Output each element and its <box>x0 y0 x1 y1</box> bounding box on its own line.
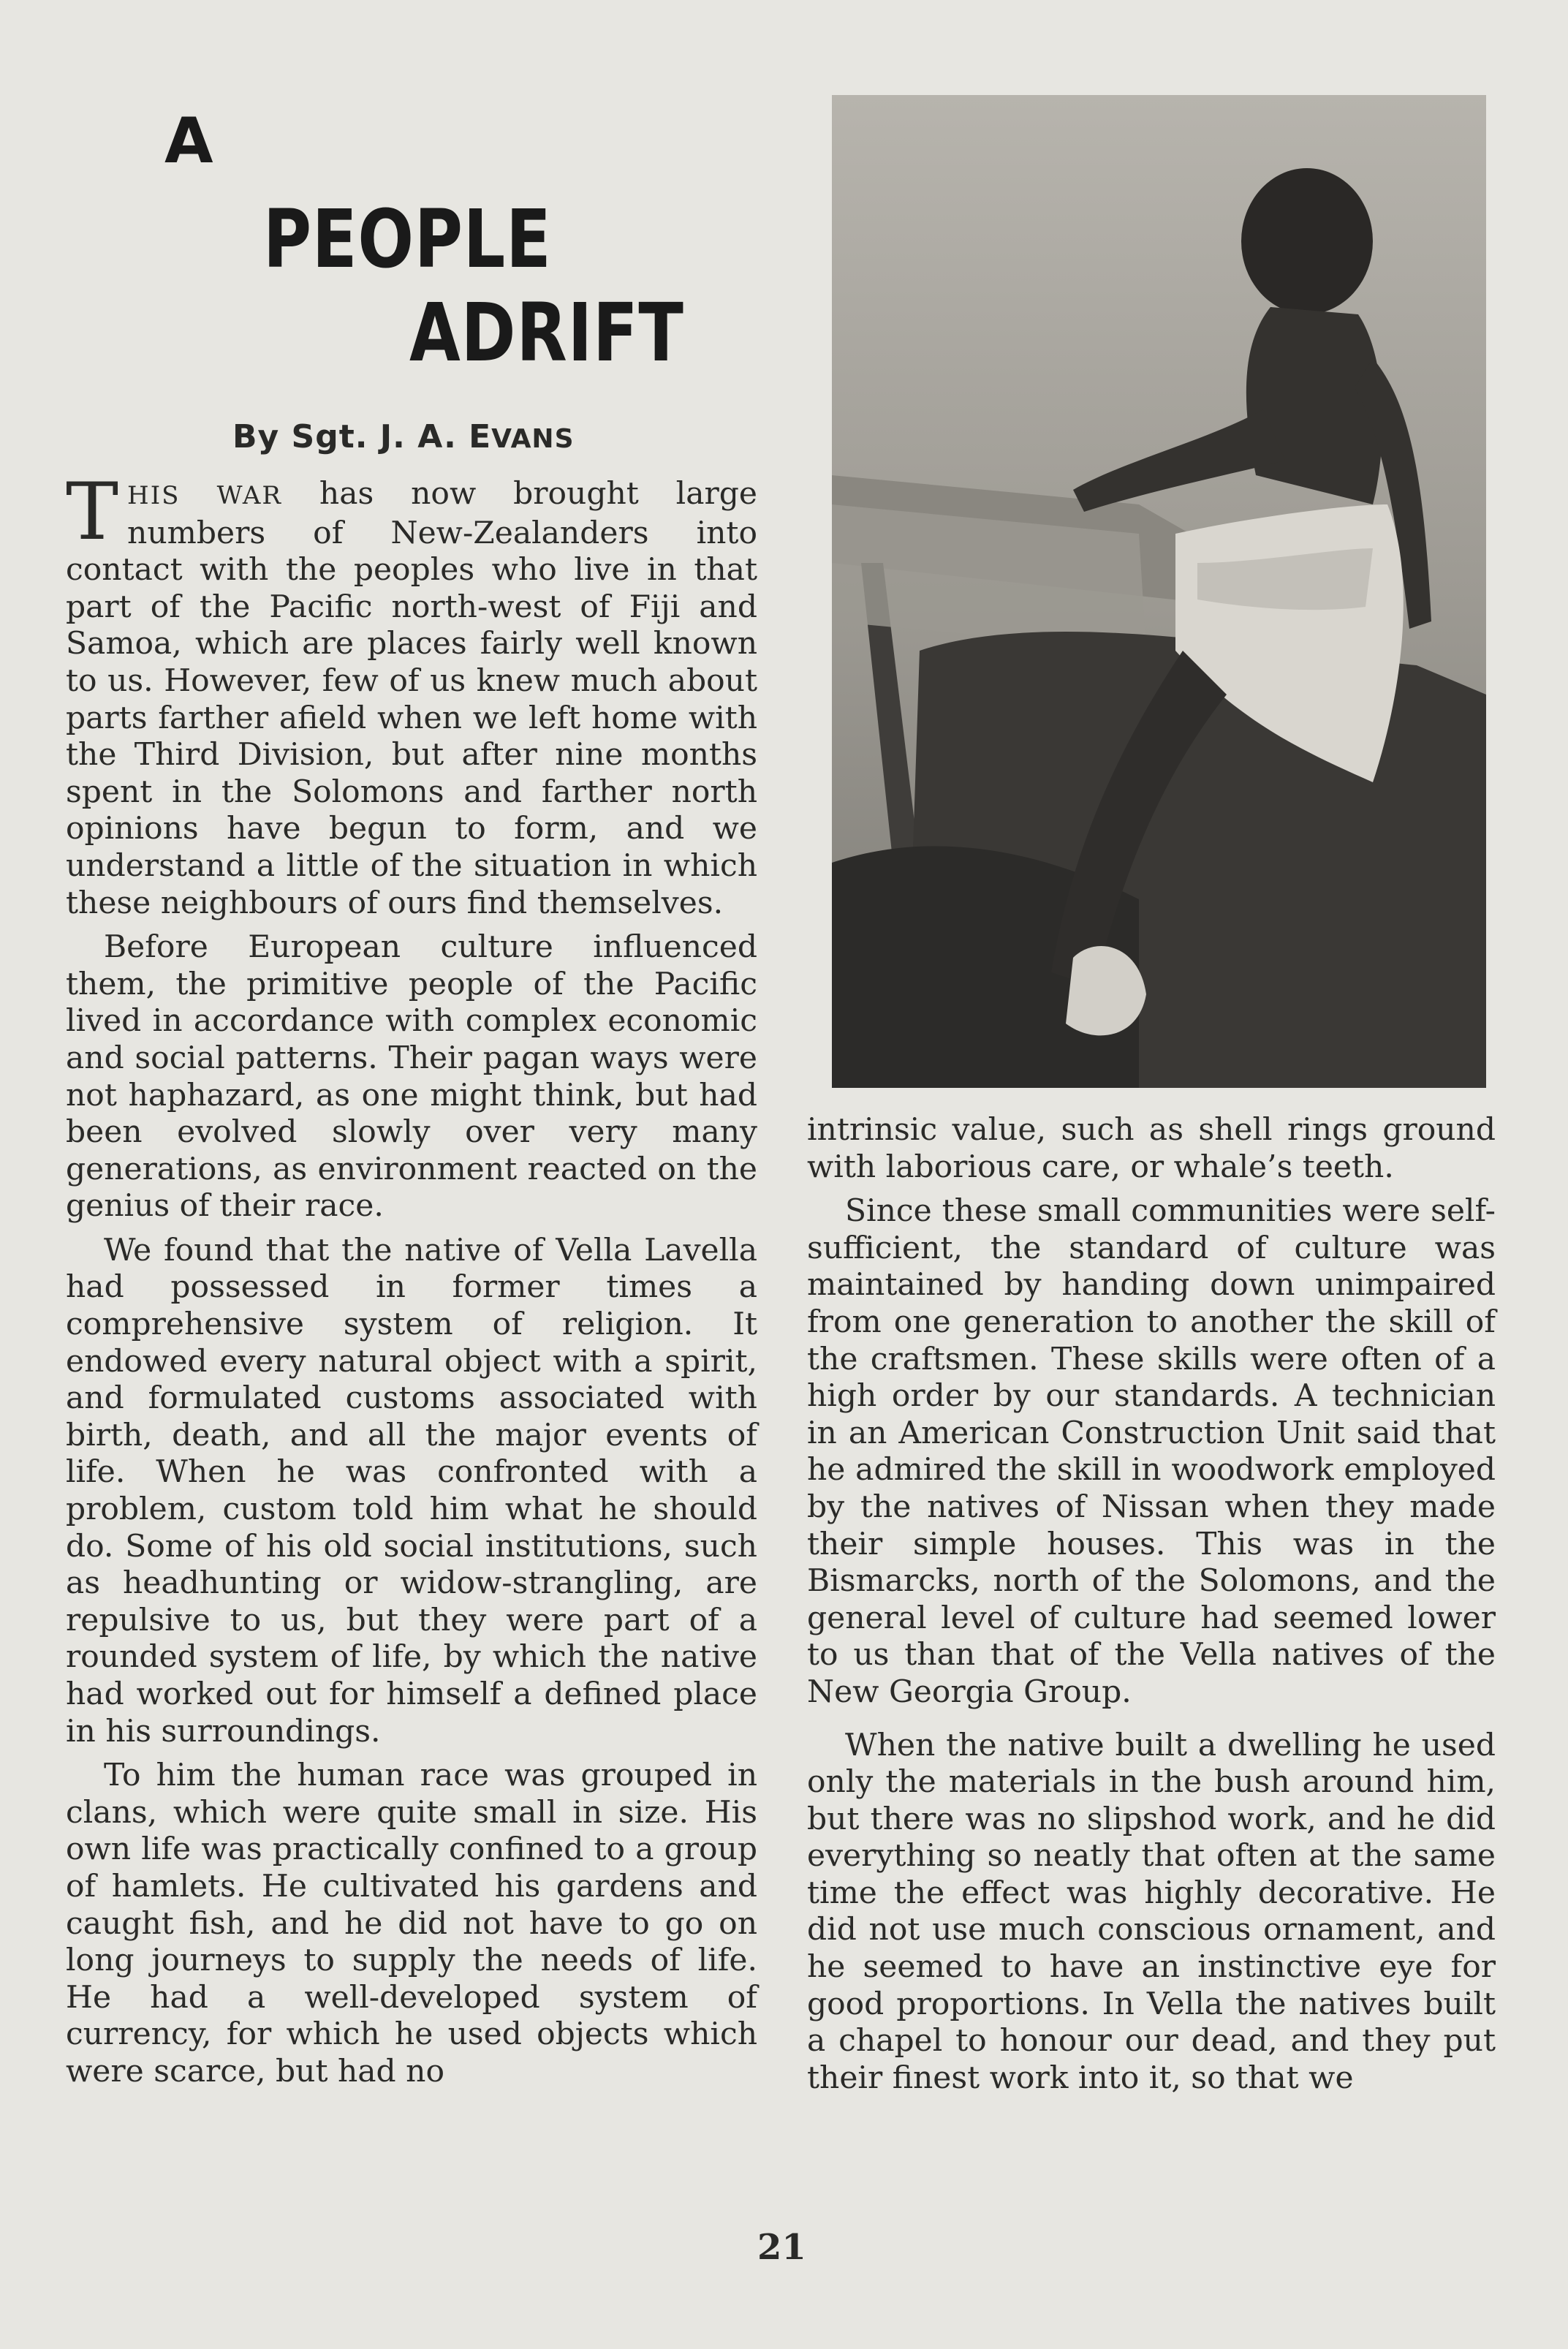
byline-prefix: By Sgt. J. A. E <box>232 418 492 455</box>
paragraph-7: When the native built a dwelling he used only the materials in the bush around him, but there was no slipshod work, and he did everything so neatly that often at the same time the effect was highly decorative. He did not use much conscious ornament, and he seemed to have an instinctive eye for good proportions. In Vella the natives built a chapel to honour our dead, and they put their finest work into it, so that we <box>807 1726 1496 2095</box>
paragraph-1-text: has now brought large numbers of New-Zealanders into contact with the peoples who live in that part of the Pacific north-west of Fiji and Samoa, which are places fairly well known to us. However, few of us knew much about parts farther afield when we left home with the Third Division, but after nine months spent in the Solomons and farther north opinions have begun to form, and we understand a little of the situation in which these neighbours of ours find themselves. <box>66 475 757 920</box>
paragraph-4: To him the human race was grouped in clans, which were quite small in size. His own life was practically confined to a group of hamlets. He cultivated his gardens and caught fish, and he did not have to go on long journeys to supply the needs of life. He had a well-developed system of currency, for which he used objects which were scarce, but had no <box>66 1757 757 2089</box>
paragraph-5: intrinsic value, such as shell rings ground with laborious care, or whale’s teeth. <box>807 1111 1496 1184</box>
photo-seated-native-figure-icon <box>832 95 1486 1088</box>
opening-smallcaps: HIS WAR <box>127 481 283 510</box>
article-photo <box>832 95 1486 1088</box>
drop-cap: T <box>66 466 119 558</box>
left-column <box>66 466 757 2090</box>
paragraph-3: We found that the native of Vella Lavella had possessed in former times a comprehensive system of religion. It endowed every natural object with a spirit, and formulated customs associated with birth, death, and all the major events of life. When he was confronted with a problem, custom told him what he should do. Some of his old social institutions, such as headhunting or widow-strangling, are repulsive to us, but they were part of a rounded system of life, by which the native had worked out for himself a defined place in his surroundings. <box>66 1231 757 1749</box>
paragraph-2: Before European culture influenced them, the primitive people of the Pacific lived in accordance with complex economic and social patterns. Their pagan ways were not haphazard, as one might think, but had been evolved slowly over very many generations, as environment reacted on the genius of their race. <box>66 928 757 1224</box>
paragraph-1 <box>66 466 757 921</box>
paragraph-6: Since these small communities were self-sufficient, the standard of culture was maintained by handing down unimpaired from one generation to another the skill of the craftsmen. These skills were often of a high order by our standards. A technician in an American Construction Unit said that he admired the skill in woodwork employed by the natives of Nissan when they made their simple houses. This was in the Bismarcks, north of the Solomons, and the general level of culture had seemed lower to us than that of the Vella natives of the New Georgia Group. <box>807 1192 1496 1709</box>
title-line-2: PEOPLE <box>263 192 552 286</box>
page-number: 21 <box>757 2227 806 2268</box>
title-line-3: ADRIFT <box>409 286 684 379</box>
byline <box>232 418 575 455</box>
title-line-1: A <box>164 105 214 178</box>
right-column <box>807 1111 1496 2096</box>
byline-smallcaps: VANS <box>491 424 575 454</box>
